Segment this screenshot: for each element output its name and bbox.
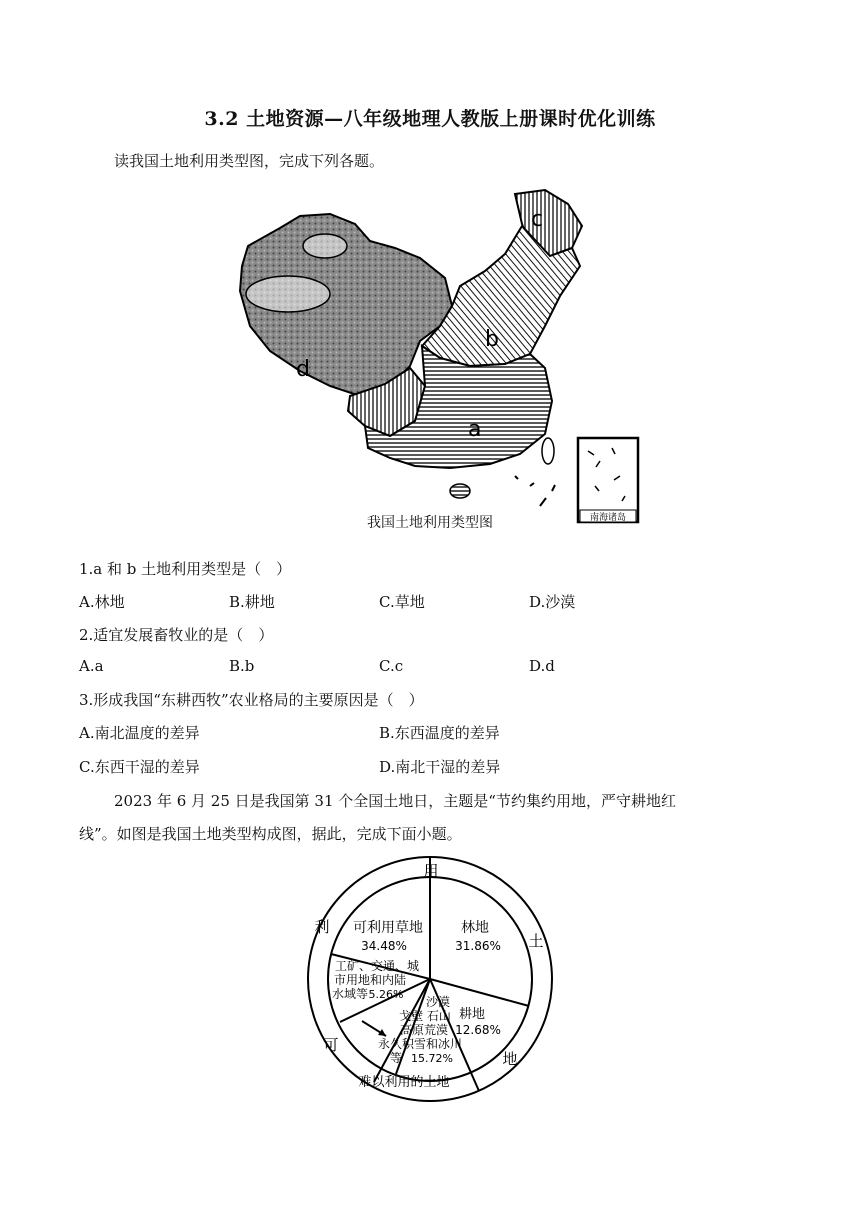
q2-option-a[interactable]: A.a: [79, 657, 104, 675]
passage-line-1: 2023 年 6 月 25 日是我国第 31 个全国土地日，主题是“节约集约用地，严守耕地红: [114, 792, 676, 810]
q2-option-b[interactable]: B.b: [229, 657, 255, 675]
label-d: d: [296, 357, 310, 382]
ring-char-di: 地: [502, 1050, 518, 1068]
taiwan-island: [542, 438, 554, 464]
label-a: a: [468, 417, 482, 442]
segment-forest-value: 31.86%: [455, 939, 501, 953]
segment-grass-name: 可利用草地: [353, 920, 423, 936]
hainan-island: [450, 484, 470, 498]
segment-mining-line2: 市用地和内陆: [333, 973, 407, 987]
question-3: 3.形成我国“东耕西牧”农业格局的主要原因是（ ）: [79, 691, 424, 709]
segment-farm-name: 耕地: [458, 1007, 486, 1022]
segment-desert-value: 15.72%: [411, 1052, 453, 1065]
ring-char-yong: 用: [423, 862, 439, 880]
label-b: b: [485, 327, 499, 352]
segment-farm-value: 12.68%: [455, 1023, 501, 1037]
pie-figure: [300, 856, 560, 1102]
island-dashes: [515, 476, 555, 506]
ring-label-hard-land: 难以利用的土地: [358, 1075, 450, 1090]
segment-grass-value: 34.48%: [361, 939, 407, 953]
basin-1: [246, 276, 330, 312]
china-land-use-map: [200, 186, 670, 531]
ring-char-li: 利: [314, 918, 330, 936]
land-type-pie: [300, 856, 560, 1102]
segment-desert-line1: 沙漠: [425, 995, 451, 1009]
q2-option-c[interactable]: C.c: [379, 657, 404, 675]
segment-desert-line2: 戈壁 石山: [399, 1009, 451, 1023]
segment-mining-line3: 水域等: [331, 987, 369, 1001]
q3-option-d[interactable]: D.南北干湿的差异: [379, 758, 501, 776]
map-figure: [200, 186, 670, 531]
q3-option-b[interactable]: B.东西温度的差异: [379, 724, 500, 742]
basin-2: [303, 234, 347, 258]
ring-char-tu: 土: [528, 932, 544, 950]
segment-mining-value: 5.26%: [368, 988, 404, 1001]
page-title: 3.2 土地资源—八年级地理人教版上册课时优化训练: [204, 108, 656, 130]
segment-desert-line3: 高原荒漠: [399, 1023, 449, 1037]
intro-text: 读我国土地利用类型图，完成下列各题。: [114, 152, 385, 170]
label-c: c: [531, 207, 544, 232]
segment-desert-line4: 永久积雪和冰川: [377, 1037, 463, 1051]
q3-option-a[interactable]: A.南北温度的差异: [79, 724, 200, 742]
q1-option-a[interactable]: A.林地: [79, 593, 125, 611]
passage-line-2: 线”。如图是我国土地类型构成图，据此，完成下面小题。: [79, 825, 462, 843]
south-china-sea-inset: [578, 438, 638, 522]
ring-char-ke: 可: [323, 1036, 339, 1054]
question-1: 1.a 和 b 土地利用类型是（ ）: [79, 560, 292, 578]
segment-mining-line1: 工矿、交通、城: [334, 959, 420, 973]
map-caption: 我国土地利用类型图: [367, 515, 493, 531]
q1-option-d[interactable]: D.沙漠: [529, 593, 576, 611]
inset-label: 南海诸岛: [589, 513, 627, 523]
q1-option-b[interactable]: B.耕地: [229, 593, 275, 611]
q2-option-d[interactable]: D.d: [529, 657, 555, 675]
q1-option-c[interactable]: C.草地: [379, 593, 425, 611]
segment-desert-line5: 等: [389, 1051, 403, 1065]
question-2: 2.适宜发展畜牧业的是（ ）: [79, 626, 274, 644]
q3-option-c[interactable]: C.东西干湿的差异: [79, 758, 200, 776]
segment-forest-name: 林地: [461, 920, 489, 936]
